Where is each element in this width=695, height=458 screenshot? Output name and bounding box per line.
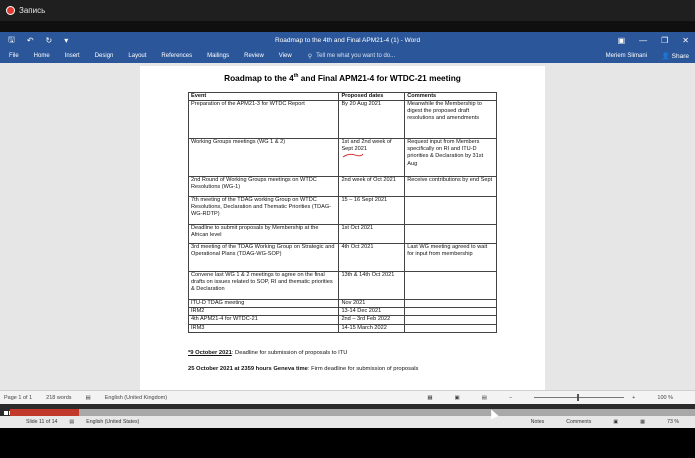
header-event: Event — [189, 93, 339, 101]
cell-event: Preparation of the APM21-3 for WTDC Report — [189, 101, 339, 139]
cell-date: 2nd week of Oct 2021 — [339, 177, 405, 197]
cell-comment: Request input from Members specifically on RI and ITU-D priorities & Declaration by 31st Aug — [405, 139, 497, 177]
minimize-icon[interactable]: — — [639, 36, 648, 45]
cell-date — [339, 139, 405, 177]
table-row — [189, 308, 497, 316]
zoom-slider-thumb[interactable] — [577, 394, 579, 401]
cell-comment: Receive contributions by end Sept — [405, 177, 497, 197]
cell-event: IRM3 — [189, 324, 339, 332]
cell-comment — [405, 272, 497, 300]
table-row — [189, 272, 497, 300]
ribbon-tabs — [0, 49, 695, 63]
cell-event: Working Groups meetings (WG 1 & 2) — [189, 139, 339, 177]
share-button[interactable] — [662, 52, 689, 60]
recorder-title-bar — [0, 0, 695, 21]
table-row — [189, 244, 497, 272]
customize-qat-icon[interactable]: ▾ — [64, 36, 69, 45]
title-part-1: Roadmap to the 4 — [224, 73, 294, 83]
cell-date: 13th & 14th Oct 2021 — [339, 272, 405, 300]
table-row — [189, 300, 497, 308]
close-icon[interactable]: ✕ — [682, 36, 689, 45]
page-count[interactable]: Page 1 of 1 — [4, 394, 33, 401]
cell-date: 2nd – 3rd Feb 2022 — [339, 316, 405, 324]
cell-date: 13-14 Dec 2021 — [339, 308, 405, 316]
table-row — [189, 197, 497, 225]
note-itu-deadline — [188, 350, 348, 356]
tell-me-box[interactable] — [308, 53, 395, 60]
comments-button[interactable]: Comments — [566, 419, 592, 425]
cell-comment — [405, 324, 497, 332]
word-title-bar — [0, 32, 695, 49]
table-row — [189, 324, 497, 332]
cell-event: 4th APM21-4 for WTDC-21 — [189, 316, 339, 324]
ribbon-display-icon[interactable]: ▣ — [617, 36, 626, 45]
record-icon — [6, 6, 15, 15]
cell-date: 4th Oct 2021 — [339, 244, 405, 272]
proofing-icon[interactable]: ▤ — [85, 394, 91, 401]
user-name[interactable]: Meriem Slimani — [605, 53, 647, 59]
powerpoint-status-bar — [0, 416, 695, 428]
cell-event: 2nd Round of Working Groups meetings on WTDC Resolutions (WG-1) — [189, 177, 339, 197]
cell-date: 1st Oct 2021 — [339, 225, 405, 244]
tab-layout[interactable]: Layout — [128, 53, 147, 59]
share-icon: 👤 — [661, 53, 670, 60]
tab-insert[interactable]: Insert — [64, 53, 80, 59]
tab-view[interactable]: View — [278, 53, 292, 59]
read-mode-icon[interactable]: ▦ — [427, 394, 433, 401]
table-row — [189, 177, 497, 197]
table-row — [189, 139, 497, 177]
zoom-level[interactable]: 100 % — [657, 394, 673, 401]
cell-event: IRM2 — [189, 308, 339, 316]
ppt-language[interactable]: English (United States) — [86, 419, 140, 425]
word-status-bar — [0, 390, 695, 404]
ppt-proofing-icon[interactable]: ▤ — [69, 419, 75, 425]
restore-icon[interactable]: ❐ — [661, 36, 669, 45]
cell-event: ITU-D TDAG meeting — [189, 300, 339, 308]
document-page[interactable] — [140, 66, 545, 390]
tab-references[interactable]: References — [161, 53, 193, 59]
ppt-zoom-level[interactable]: 73 % — [667, 419, 679, 425]
note2-rest: : Firm deadline for submission of proposals — [307, 366, 419, 372]
save-icon[interactable]: 🖫 — [8, 34, 15, 44]
tab-design[interactable]: Design — [94, 53, 114, 59]
header-dates: Proposed dates — [339, 93, 405, 101]
cell-comment — [405, 225, 497, 244]
zoom-in-icon[interactable]: + — [632, 394, 636, 401]
print-layout-icon[interactable]: ▣ — [454, 394, 460, 401]
normal-view-icon[interactable]: ▣ — [613, 419, 619, 425]
tab-mailings[interactable]: Mailings — [207, 53, 230, 59]
redo-icon[interactable]: ↻ — [45, 36, 53, 45]
cell-date: 15 – 16 Sept 2021 — [339, 197, 405, 225]
spelling-squiggle — [341, 153, 365, 158]
cell-date: By 20 Aug 2021 — [339, 101, 405, 139]
notes-button[interactable]: Notes — [530, 419, 545, 425]
note1-bold: *9 October 2021 — [188, 350, 232, 356]
tab-review[interactable]: Review — [244, 53, 264, 59]
undo-icon[interactable]: ↶ — [26, 36, 34, 45]
note1-rest: : Deadline for submission of proposals to ITU — [231, 350, 348, 356]
word-count[interactable]: 218 words — [46, 394, 72, 401]
cell-comment: Meanwhile the Membership to digest the proposed draft resolutions and amendments — [405, 101, 497, 139]
zoom-out-icon[interactable]: − — [508, 394, 513, 401]
cell-comment: Last WG meeting agreed to wait for input from membership — [405, 244, 497, 272]
cell-event: 3rd meeting of the TDAG Working Group on Strategic and Operational Plans (TDAG-WG-SOP) — [189, 244, 339, 272]
cell-date: Nov 2021 — [339, 300, 405, 308]
tell-me-placeholder: Tell me what you want to do... — [316, 53, 396, 59]
table-header-row — [189, 93, 497, 101]
table-row — [189, 225, 497, 244]
zoom-slider[interactable] — [534, 397, 624, 398]
tab-home[interactable]: Home — [33, 53, 50, 59]
cell-comment — [405, 197, 497, 225]
cell-event: Convene last WG 1 & 2 meetings to agree on the final drafts on issues related to SOP, RI and thematic priorities & Declaration — [189, 272, 339, 300]
lightbulb-icon: ⚲ — [307, 53, 313, 60]
cell-date: 14-15 March 2022 — [339, 324, 405, 332]
web-layout-icon[interactable]: ▤ — [481, 394, 487, 401]
table-row — [189, 101, 497, 139]
recorder-title: Запись — [19, 6, 46, 15]
share-label: Share — [671, 53, 689, 60]
slide-counter[interactable]: Slide 11 of 14 — [26, 419, 58, 425]
cell-comment — [405, 300, 497, 308]
slide-sorter-icon[interactable]: ▦ — [640, 419, 646, 425]
note2-bold: 25 October 2021 at 2359 hours Geneva time — [188, 366, 308, 372]
cell-date-text: 1st and 2nd week of Sept 2021 — [341, 139, 392, 153]
table-row — [189, 316, 497, 324]
tab-file[interactable]: File — [9, 53, 19, 59]
document-title — [140, 73, 545, 83]
window-title: Roadmap to the 4th and Final APM21-4 (1) - Word — [274, 37, 421, 44]
header-comments: Comments — [405, 93, 497, 101]
recorder-gap — [0, 21, 695, 32]
cell-comment — [405, 308, 497, 316]
title-sup: th — [293, 73, 299, 80]
document-canvas — [0, 63, 695, 390]
cell-event: 7th meeting of the TDAG working Group on WTDC Resolutions, Declaration and Thematic Priorities (TDAG-WG-RDTP) — [189, 197, 339, 225]
cell-comment — [405, 316, 497, 324]
roadmap-table — [188, 92, 497, 333]
title-part-2: and Final APM21-4 for WTDC-21 meeting — [298, 73, 461, 83]
screen-bottom — [0, 428, 695, 458]
cell-event: Deadline to submit proposals by Membership at the African level — [189, 225, 339, 244]
language-indicator[interactable]: English (United Kingdom) — [104, 394, 168, 401]
note-firm-deadline — [188, 366, 418, 372]
